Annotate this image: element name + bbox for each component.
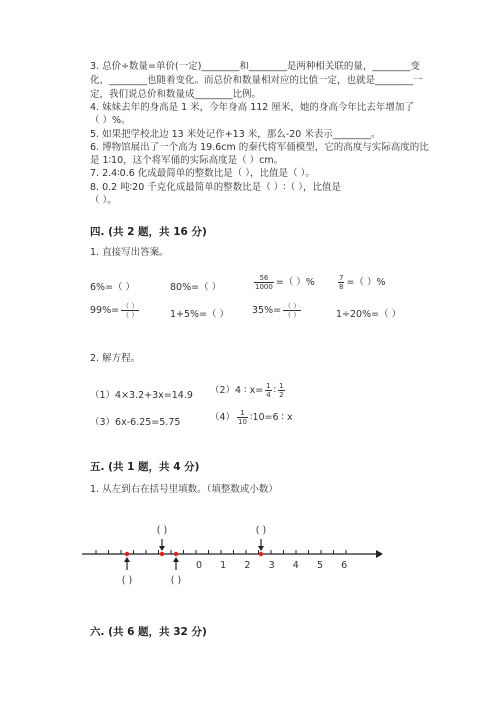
- equation: （4） $\frac{1}{10}$ ∶10=6 ∶ x: [210, 409, 293, 426]
- equation: （3）6x-6.25=5.75: [90, 417, 181, 428]
- section-heading: 四. (共 2 题，共 16 分): [90, 226, 207, 238]
- section-heading: 六. (共 6 题，共 32 分): [90, 626, 207, 638]
- question-line: 4. 妹妹去年的身高是 1 米，今年身高 112 厘米，她的身高今年比去年增加了: [90, 102, 414, 113]
- fraction: $\frac{( )}{( )}$: [122, 302, 139, 319]
- question-line: 是 1∶10，这个将军俑的实际高度是（ ）cm。: [90, 155, 284, 166]
- tick-label: 2: [244, 560, 251, 571]
- equation: （1）4×3.2+3x=14.9: [90, 390, 193, 401]
- tick-label: 1: [220, 560, 227, 571]
- question-title: 1. 从左到右在括号里填数。（填整数或小数）: [90, 484, 278, 495]
- tick-labels: [196, 560, 347, 571]
- question-line: 8. 0.2 吨∶20 千克化成最简单的整数比是（ ）∶（ ），比值是: [90, 182, 342, 193]
- down-arrow-icon: [159, 546, 165, 551]
- minor-ticks: [96, 550, 346, 554]
- calc-item: 99%= $\frac{( )}{( )}$: [90, 302, 139, 319]
- answer-blank: ( ): [121, 575, 133, 586]
- calc-item: $\frac{56}{1000}$ =（ ）%: [255, 274, 315, 291]
- tick-label: 6: [341, 560, 348, 571]
- tick-label: 3: [268, 560, 275, 571]
- question-line: 5. 如果把学校北边 13 米处记作+13 米，那么-20 米表示________。: [90, 129, 381, 140]
- answer-blank: ( ): [156, 525, 168, 536]
- question-line: 3. 总价÷数量=单价(一定)________和________是两种相关联的量，________变: [90, 61, 420, 72]
- question-line: 定，我们说总价和数量成________比例。: [90, 89, 262, 100]
- tick-label: 0: [195, 560, 203, 571]
- fraction: $\frac{1}{10}$: [238, 409, 247, 426]
- red-point: [174, 552, 178, 556]
- calc-item: 6%=（ ）: [90, 282, 136, 293]
- answer-blank: ( ): [255, 525, 267, 536]
- calc-item: 35%= $\frac{( )}{( )}$: [252, 302, 301, 319]
- question-line: 7. 2.4∶0.6 化成最简单的整数比是（ ），比值是（ ）。: [90, 168, 315, 179]
- calc-item: 1+5%=（ ）: [170, 309, 230, 320]
- fraction: $\frac{7}{8}$: [339, 274, 344, 291]
- number-line: [0, 515, 500, 595]
- calc-item: 80%=（ ）: [170, 282, 222, 293]
- fraction: $\frac{56}{1000}$: [255, 274, 273, 291]
- arrow-head: [376, 550, 383, 558]
- question-line: 6. 博物馆展出了一个高为 19.6cm 的秦代将军俑模型，它的高度与实际高度的比: [90, 142, 429, 153]
- up-arrow-icon: [124, 557, 130, 562]
- question-title: 2. 解方程。: [90, 353, 141, 364]
- red-point: [259, 552, 263, 556]
- red-point: [125, 552, 129, 556]
- fraction: $\frac{( )}{( )}$: [284, 302, 301, 319]
- fraction: $\frac{1}{2}$: [279, 382, 284, 399]
- calc-item: $\frac{7}{8}$ =（ ）%: [339, 274, 386, 291]
- tick-label: 5: [316, 560, 324, 571]
- section-heading: 五. (共 1 题，共 4 分): [90, 461, 200, 473]
- red-point: [160, 552, 164, 556]
- question-title: 1. 直接写出答案。: [90, 247, 169, 258]
- question-line: （ ）%。: [90, 115, 131, 126]
- answer-blank: ( ): [170, 575, 182, 586]
- fraction: $\frac{1}{4}$: [266, 382, 271, 399]
- question-line: 化，________也随着变化。而总价和数量相对应的比值一定，也就是________一: [90, 75, 423, 86]
- calc-item: 1÷20%=（ ）: [336, 309, 402, 320]
- tick-label: 4: [292, 560, 299, 571]
- up-arrow-icon: [173, 557, 179, 562]
- question-line: （ ）。: [90, 195, 117, 206]
- equation: （2）4 ∶ x= $\frac{1}{4}$ ∶ $\frac{1}{2}$: [210, 382, 284, 399]
